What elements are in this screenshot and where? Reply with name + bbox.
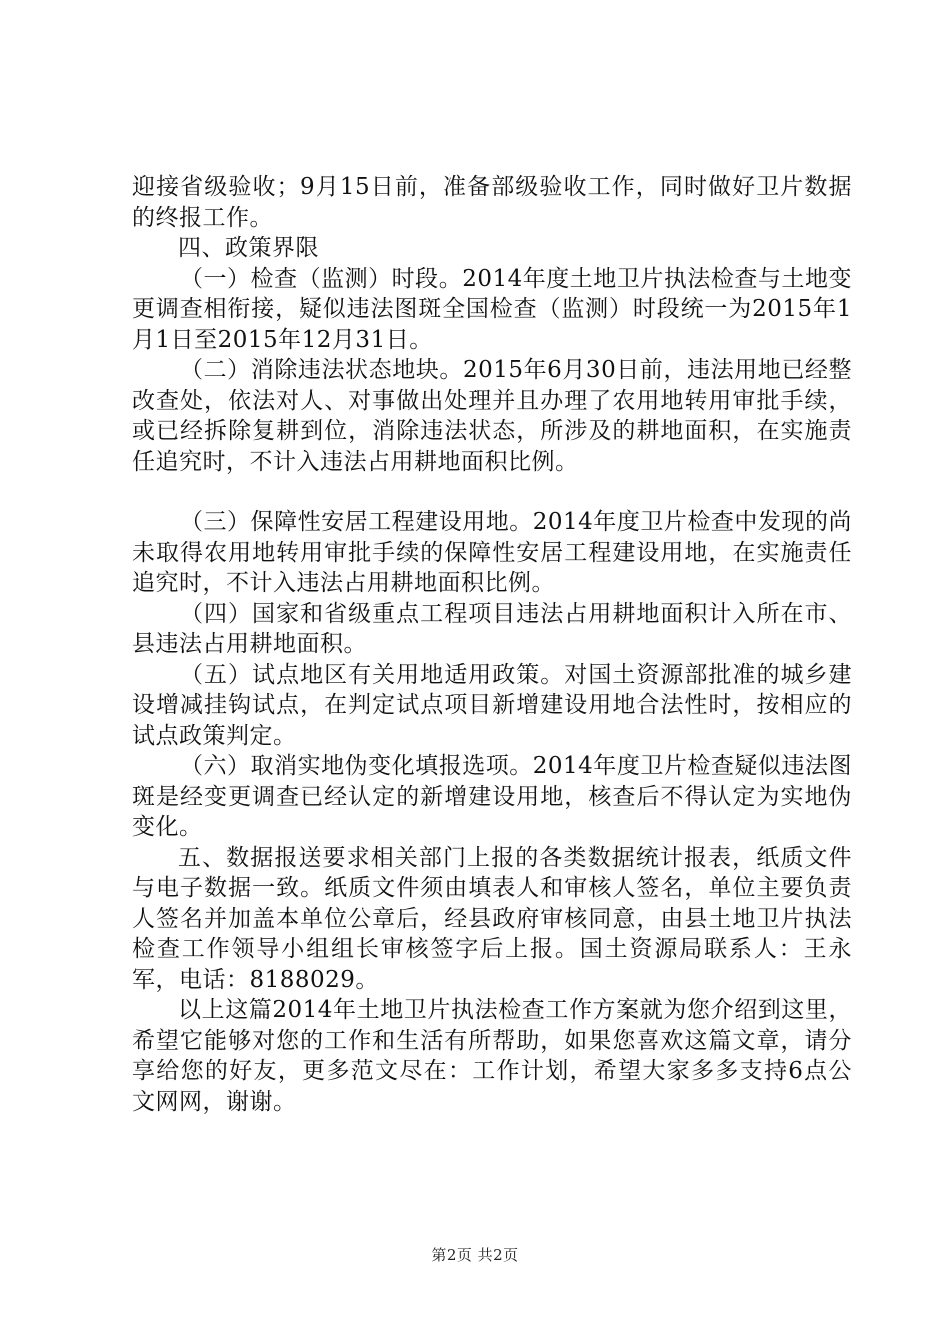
paragraph-closing: 以上这篇2014年土地卫片执法检查工作方案就为您介绍到这里，希望它能够对您的工作和生活有所帮助，如果您喜欢这篇文章，请分享给您的好友，更多范文尽在：工作计划，希望大家多多支持6点公文网网，谢谢。 bbox=[132, 997, 852, 1115]
page-footer: 第2页 共2页 bbox=[431, 1246, 519, 1264]
document-body bbox=[132, 172, 852, 1117]
paragraph-inspection-period: （一）检查（监测）时段。2014年度土地卫片执法检查与土地变更调查相衔接，疑似违法图斑全国检查（监测）时段统一为2015年1月1日至2015年12月31日。 bbox=[132, 265, 852, 353]
paragraph-spacer bbox=[132, 477, 852, 507]
paragraph-continuation: 迎接省级验收；9月15日前，准备部级验收工作，同时做好卫片数据的终报工作。 bbox=[132, 174, 852, 231]
paragraph-eliminate-violation: （二）消除违法状态地块。2015年6月30日前，违法用地已经整改查处，依法对人、对事做出处理并且办理了农用地转用审批手续，或已经拆除复耕到位，消除违法状态，所涉及的耕地面积，在实施责任追究时，不计入违法占用耕地面积比例。 bbox=[132, 357, 852, 475]
section-heading-policy-limits: 四、政策界限 bbox=[178, 235, 319, 261]
paragraph-pilot-areas: （五）试点地区有关用地适用政策。对国土资源部批准的城乡建设增减挂钩试点，在判定试点项目新增建设用地合法性时，按相应的试点政策判定。 bbox=[132, 661, 852, 749]
paragraph-cancel-option: （六）取消实地伪变化填报选项。2014年度卫片检查疑似违法图斑是经变更调查已经认定的新增建设用地，核查后不得认定为实地伪变化。 bbox=[132, 753, 852, 840]
paragraph-data-submission: 五、数据报送要求相关部门上报的各类数据统计报表，纸质文件与电子数据一致。纸质文件须由填表人和审核人签名，单位主要负责人签名并加盖本单位公章后，经县政府审核同意，由县土地卫片执法检查工作领导小组组长审核签字后上报。国土资源局联系人：王永军，电话：8188029。 bbox=[132, 844, 852, 993]
paragraph-housing-projects: （三）保障性安居工程建设用地。2014年度卫片检查中发现的尚未取得农用地转用审批手续的保障性安居工程建设用地，在实施责任追究时，不计入违法占用耕地面积比例。 bbox=[132, 509, 852, 596]
paragraph-key-projects: （四）国家和省级重点工程项目违法占用耕地面积计入所在市、县违法占用耕地面积。 bbox=[132, 600, 852, 657]
